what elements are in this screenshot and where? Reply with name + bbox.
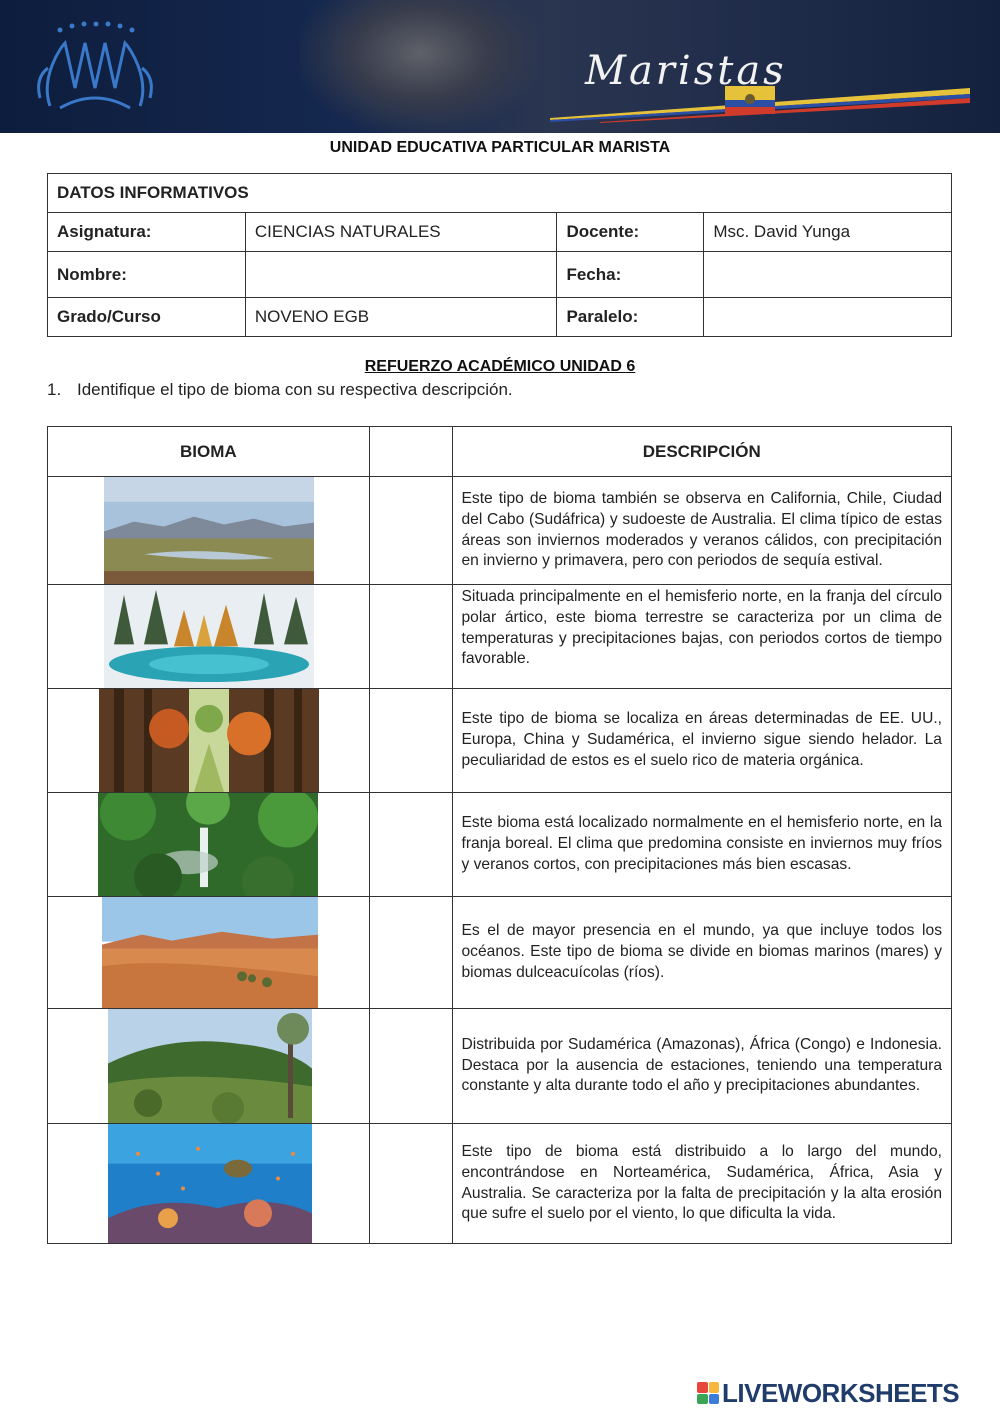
- table-row: [48, 1124, 952, 1244]
- mark-square: [709, 1382, 720, 1393]
- answer-field[interactable]: [369, 477, 452, 585]
- grado-value: NOVENO EGB: [245, 298, 557, 337]
- answer-field[interactable]: [369, 585, 452, 689]
- table-row: [48, 585, 952, 689]
- taiga-lake-image: [104, 585, 314, 688]
- banner-portrait: [300, 0, 540, 133]
- col-header-bioma: BIOMA: [48, 427, 370, 477]
- header-banner: [0, 0, 1000, 133]
- bioma-image-cell: [48, 793, 370, 897]
- info-heading: DATOS INFORMATIVOS: [48, 174, 952, 213]
- answer-field[interactable]: [369, 793, 452, 897]
- grado-label: Grado/Curso: [48, 298, 246, 337]
- paralelo-field[interactable]: [704, 298, 952, 337]
- deciduous-forest-image: [99, 689, 319, 792]
- instruction-text: Identifique el tipo de bioma con su respectiva descripción.: [77, 380, 513, 399]
- liveworksheets-wordmark: LIVEWORKSHEETS: [722, 1377, 960, 1408]
- description-cell: Situada principalmente en el hemisferio norte, en la franja del círculo polar ártico, este bioma terrestre se caracteriza por un clima de temperaturas y precipitaciones bajas, con periodos cortos de tiempo favorable.: [452, 585, 952, 689]
- brand-wordmark: Maristas: [585, 48, 787, 94]
- description-cell: Este tipo de bioma también se observa en California, Chile, Ciudad del Cabo (Sudáfrica) y sudoeste de Australia. El clima típico de estas áreas son inviernos moderados y veranos cálidos, con precipitación en invierno y primavera, pero con periodos de sequía estival.: [452, 477, 952, 585]
- table-row: [48, 793, 952, 897]
- school-name: UNIDAD EDUCATIVA PARTICULAR MARISTA: [329, 139, 671, 156]
- mark-square: [697, 1394, 708, 1405]
- asignatura-value: CIENCIAS NATURALES: [245, 213, 557, 252]
- table-row: [48, 897, 952, 1009]
- info-table: [47, 173, 952, 337]
- liveworksheets-logo: [697, 1378, 959, 1408]
- docente-value: Msc. David Yunga: [704, 213, 952, 252]
- answer-field[interactable]: [369, 689, 452, 793]
- tundra-image: [104, 477, 314, 584]
- instruction-number: 1.: [47, 380, 62, 399]
- description-cell: Es el de mayor presencia en el mundo, ya que incluye todos los océanos. Este tipo de bioma se divide en biomas marinos (mares) y biomas dulceacuícolas (ríos).: [452, 897, 952, 1009]
- biome-table: [47, 426, 952, 1244]
- maristas-brand: [540, 48, 980, 123]
- answer-field[interactable]: [369, 897, 452, 1009]
- marist-monogram-logo: [30, 18, 160, 118]
- paralelo-label: Paralelo:: [557, 298, 704, 337]
- fecha-label: Fecha:: [557, 252, 704, 298]
- shrubland-image: [108, 1009, 312, 1123]
- docente-label: Docente:: [557, 213, 704, 252]
- description-cell: Este bioma está localizado normalmente en el hemisferio norte, en la franja boreal. El clima que predomina consiste en inviernos muy fríos y veranos cortos, con precipitaciones más bien escasas.: [452, 793, 952, 897]
- answer-field[interactable]: [369, 1009, 452, 1124]
- nombre-label: Nombre:: [48, 252, 246, 298]
- bioma-image-cell: [48, 477, 370, 585]
- answer-field[interactable]: [369, 1124, 452, 1244]
- description-cell: Distribuida por Sudamérica (Amazonas), África (Congo) e Indonesia. Destaca por la ausencia de estaciones, teniendo una temperatura constante y alta durante todo el año y precipitaciones abundantes.: [452, 1009, 952, 1124]
- mark-square: [697, 1382, 708, 1393]
- bioma-image-cell: [48, 585, 370, 689]
- description-cell: Este tipo de bioma se localiza en áreas determinadas de EE. UU., Europa, China y Sudamérica, el invierno sigue siendo helador. La peculiaridad de estos es el suelo rico de materia orgánica.: [452, 689, 952, 793]
- col-header-answer: [369, 427, 452, 477]
- bioma-image-cell: [48, 1124, 370, 1244]
- table-row: [48, 689, 952, 793]
- mark-square: [709, 1394, 720, 1405]
- table-row: [48, 477, 952, 585]
- bioma-image-cell: [48, 689, 370, 793]
- bioma-image-cell: [48, 1009, 370, 1124]
- desert-image: [102, 897, 318, 1008]
- nombre-field[interactable]: [245, 252, 557, 298]
- bioma-image-cell: [48, 897, 370, 1009]
- coral-reef-image: [108, 1124, 312, 1243]
- table-row: [48, 1009, 952, 1124]
- rainforest-image: [98, 793, 318, 896]
- section-title: REFUERZO ACADÉMICO UNIDAD 6: [364, 358, 636, 375]
- liveworksheets-mark-icon: [697, 1382, 719, 1404]
- fecha-field[interactable]: [704, 252, 952, 298]
- instruction: [47, 380, 513, 400]
- col-header-descripcion: DESCRIPCIÓN: [452, 427, 952, 477]
- description-cell: Este tipo de bioma está distribuido a lo largo del mundo, encontrándose en Norteamérica, Sudamérica, África, Asia y Australia. Se caracteriza por la falta de precipitación y la alta erosión que sufre el suelo por el viento, lo que dificulta la vida.: [452, 1124, 952, 1244]
- asignatura-label: Asignatura:: [48, 213, 246, 252]
